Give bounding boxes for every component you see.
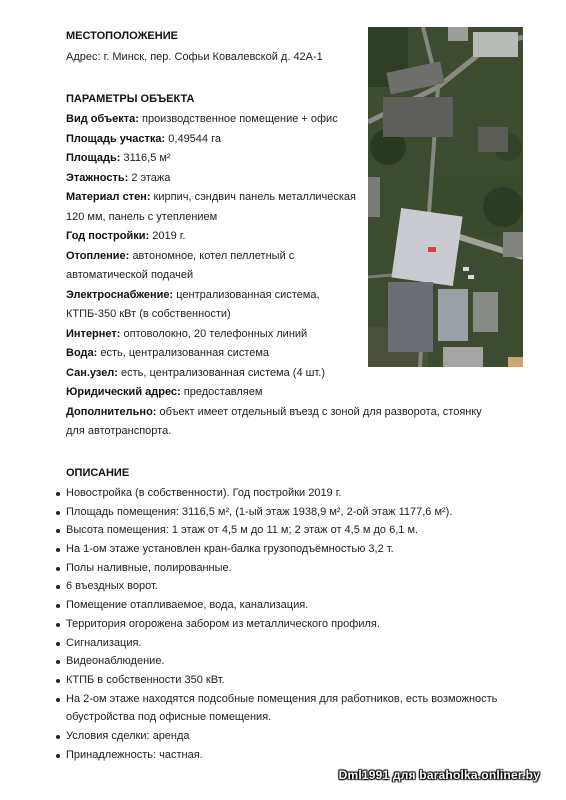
param-value: автономное, котел пеллетный с	[129, 249, 295, 262]
list-item-text: Территория огорожена забором из металлического профиля.	[66, 617, 380, 630]
list-item-text: На 1-ом этаже установлен кран-балка грузоподъёмностью 3,2 т.	[66, 543, 394, 556]
list-item-text: На 2-ом этаже находятся подсобные помещения для работников, есть возможность	[66, 692, 498, 705]
param-value: централизованная система,	[173, 288, 320, 301]
address-text: Адрес: г. Минск, пер. Софьи Ковалевской д. 42А-1	[66, 51, 323, 63]
list-item	[56, 579, 536, 594]
bullet-icon	[56, 511, 60, 515]
list-item	[56, 561, 536, 576]
description-heading: ОПИСАНИЕ	[66, 467, 130, 479]
param-value: оптоволокно, 20 телефонных линий	[120, 327, 308, 340]
list-item	[56, 505, 536, 520]
param-label: Площадь:	[66, 152, 121, 164]
list-item	[56, 542, 536, 557]
param-value: есть, централизованная система (4 шт.)	[117, 366, 325, 379]
list-item-text: обустройства под офисные помещения.	[66, 711, 272, 724]
param-value: кирпич, сэндвич панель металлическая	[150, 191, 356, 203]
param-row	[66, 190, 356, 205]
bullet-icon	[56, 642, 60, 646]
param-value: 120 мм, панель с утеплением	[66, 210, 218, 223]
bullet-icon	[56, 567, 60, 571]
aerial-map-image	[368, 27, 523, 367]
list-item-text: Высота помещения: 1 этаж от 4,5 м до 11 м; 2 этаж от 4,5 м до 6,1 м.	[66, 524, 419, 537]
param-value: для автотранспорта.	[66, 425, 172, 437]
bullet-icon	[56, 529, 60, 533]
param-label: Вода:	[66, 347, 98, 359]
param-row	[66, 268, 193, 283]
list-item	[56, 710, 536, 725]
bullet-icon	[56, 492, 60, 496]
list-item	[56, 729, 536, 744]
param-row	[66, 132, 221, 147]
param-label: Сан.узел:	[66, 366, 118, 379]
location-heading: МЕСТОПОЛОЖЕНИЕ	[66, 30, 178, 42]
param-label: Год постройки:	[66, 230, 150, 242]
param-value: 0,49544 га	[165, 132, 221, 145]
param-value: 3116,5 м²	[120, 152, 171, 164]
param-row	[66, 424, 171, 439]
param-value: 2019 г.	[149, 230, 186, 242]
param-value: объект имеет отдельный въезд с зоной для разворота, стоянку	[156, 405, 482, 418]
param-label: Этажность:	[66, 171, 129, 184]
bullet-icon	[56, 548, 60, 552]
param-label: Электроснабжение:	[66, 288, 174, 301]
bullet-icon	[56, 660, 60, 664]
param-value: производственное помещение + офис	[138, 113, 338, 125]
list-item-text: Сигнализация.	[66, 636, 142, 649]
bullet-icon	[56, 698, 60, 702]
param-row	[66, 249, 294, 264]
param-value: есть, централизованная система	[97, 347, 270, 359]
param-label: Вид объекта:	[66, 113, 139, 125]
param-value: 2 этажа	[128, 171, 171, 184]
param-value: КТПБ-350 кВт (в собственности)	[66, 308, 231, 320]
list-item-text: Принадлежность: частная.	[66, 748, 203, 761]
bullet-icon	[56, 679, 60, 683]
list-item	[56, 748, 536, 763]
list-item-text: Полы наливные, полированные.	[66, 561, 232, 574]
param-row	[66, 229, 185, 244]
description-list	[56, 486, 536, 766]
list-item	[56, 523, 536, 538]
bullet-icon	[56, 735, 60, 739]
param-row	[66, 288, 320, 303]
list-item-text: Условия сделки: аренда	[66, 729, 190, 742]
param-row	[66, 210, 217, 225]
param-value: автоматической подачей	[66, 269, 194, 281]
param-row	[66, 307, 231, 322]
param-label: Отопление:	[66, 249, 130, 262]
param-row	[66, 112, 338, 127]
list-item	[56, 636, 536, 651]
list-item-text: Помещение отапливаемое, вода, канализация.	[66, 599, 309, 612]
list-item	[56, 617, 536, 632]
list-item-text: Новостройка (в собственности). Год постройки 2019 г.	[66, 487, 342, 499]
satellite-photo-icon	[368, 27, 523, 367]
param-label: Юридический адрес:	[66, 386, 181, 398]
param-row	[66, 346, 269, 361]
param-value: предоставляем	[180, 386, 263, 398]
param-label: Площадь участка:	[66, 132, 166, 145]
watermark: Dml1991 для baraholka.onliner.by	[338, 768, 540, 782]
param-label: Интернет:	[66, 327, 121, 340]
list-item	[56, 673, 536, 688]
param-row	[66, 385, 262, 400]
param-row	[66, 151, 171, 166]
bullet-icon	[56, 604, 60, 608]
params-heading: ПАРАМЕТРЫ ОБЪЕКТА	[66, 93, 195, 105]
list-item-text: КТПБ в собственности 350 кВт.	[66, 673, 225, 686]
param-row	[66, 366, 325, 381]
list-item	[56, 486, 536, 501]
bullet-icon	[56, 623, 60, 627]
list-item	[56, 598, 536, 613]
param-row	[66, 405, 482, 420]
param-row	[66, 171, 170, 186]
param-label: Дополнительно:	[66, 405, 157, 418]
param-row	[66, 327, 307, 342]
bullet-icon	[56, 585, 60, 589]
list-item-text: Площадь помещения: 3116,5 м², (1-ый этаж 1938,9 м², 2-ой этаж 1177,6 м²).	[66, 505, 453, 518]
list-item-text: Видеонаблюдение.	[66, 655, 165, 668]
list-item	[56, 692, 536, 707]
param-label: Материал стен:	[66, 191, 151, 203]
list-item-text: 6 въездных ворот.	[66, 580, 158, 593]
bullet-icon	[56, 754, 60, 758]
list-item	[56, 654, 536, 669]
